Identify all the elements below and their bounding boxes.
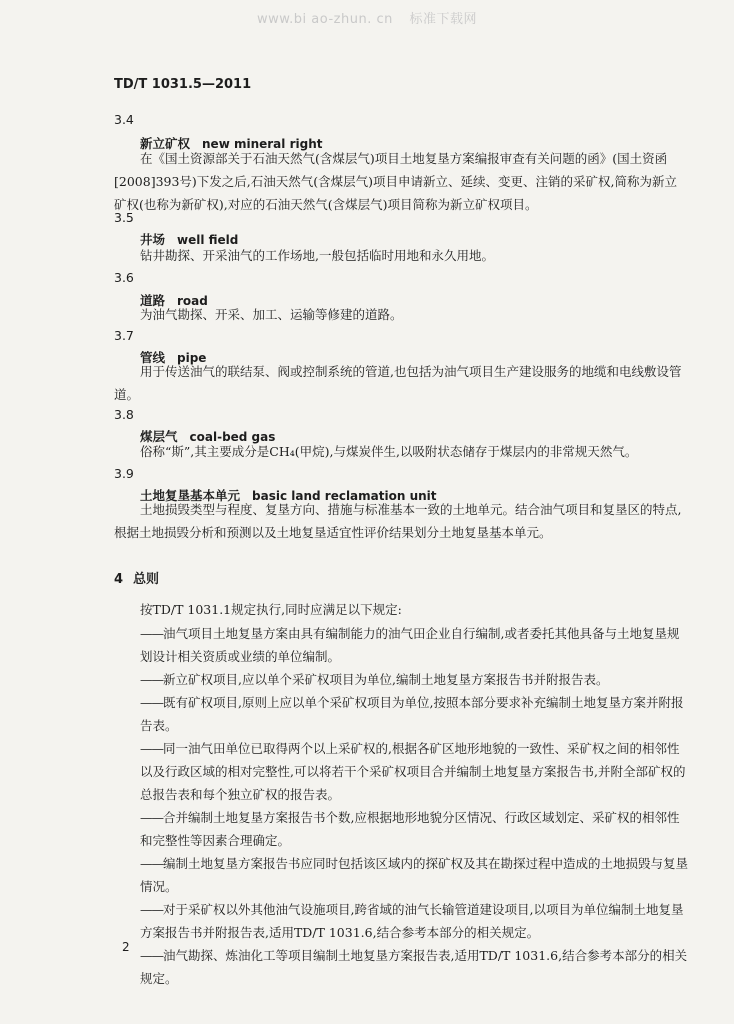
rule-list xyxy=(140,622,690,990)
section-heading xyxy=(114,568,159,587)
term-zh: 土地复垦基本单元 xyxy=(140,488,241,503)
term-number: 3.7 xyxy=(114,328,134,343)
term-en: well field xyxy=(177,233,239,247)
list-item-text: 同一油气田单位已取得两个以上采矿权的,根据各矿区地形地貌的一致性、采矿权之间的相邻性以及行政区域的相对完整性,可以将若干个采矿权项目合并编制土地复垦方案报告书,并附全部矿权的总报告表和每个独立矿权的报告表。 xyxy=(140,741,686,802)
term-definition: 土地损毁类型与程度、复垦方向、措施与标准基本一致的土地单元。结合油气项目和复垦区的特点,根据土地损毁分析和预测以及土地复垦适宜性评价结果划分土地复垦基本单元。 xyxy=(114,502,682,540)
term-definition: 用于传送油气的联结泵、阀或控制系统的管道,也包括为油气项目生产建设服务的地缆和电线敷设管道。 xyxy=(114,364,682,402)
term-en: coal-bed gas xyxy=(189,430,276,444)
list-item: ——既有矿权项目,原则上应以单个采矿权项目为单位,按照本部分要求补充编制土地复垦方案并附报告表。 xyxy=(140,695,684,733)
watermark-url: www.bi ao-zhun. cn xyxy=(256,12,393,27)
list-item-text: 编制土地复垦方案报告书应同时包括该区域内的探矿权及其在勘探过程中造成的土地损毁与复垦情况。 xyxy=(140,856,689,894)
term-definition: 为油气勘探、开采、加工、运输等修建的道路。 xyxy=(140,307,403,322)
term-definition: 钻井勘探、开采油气的工作场地,一般包括临时用地和永久用地。 xyxy=(140,248,494,263)
term-number: 3.4 xyxy=(114,112,134,127)
section-number: 4 xyxy=(114,572,124,587)
page-number: 2 xyxy=(122,940,130,954)
term-definition: 俗称“斯”,其主要成分是CH₄(甲烷),与煤炭伴生,以吸附状态储存于煤层内的非常规天然气。 xyxy=(140,444,638,459)
list-item-text: 油气项目土地复垦方案由具有编制能力的油气田企业自行编制,或者委托其他具备与土地复垦规划设计相关资质或业绩的单位编制。 xyxy=(140,626,680,664)
list-item: ——同一油气田单位已取得两个以上采矿权的,根据各矿区地形地貌的一致性、采矿权之间的相邻性以及行政区域的相对完整性,可以将若干个采矿权项目合并编制土地复垦方案报告书,并附全部矿权的总报告表和每个独立矿权的报告表。 xyxy=(140,741,686,802)
list-item-text: 对于采矿权以外其他油气设施项目,跨省域的油气长输管道建设项目,以项目为单位编制土地复垦方案报告书并附报告表,适用TD/T 1031.6,结合参考本部分的相关规定。 xyxy=(140,902,684,940)
term-number: 3.8 xyxy=(114,407,134,422)
term-zh: 新立矿权 xyxy=(140,136,191,151)
term-definition: 在《国土资源部关于石油天然气(含煤层气)项目土地复垦方案编报审查有关问题的函》(国土资函[2008]393号)下发之后,石油天然气(含煤层气)项目申请新立、延续、变更、注销的采矿权,简称为新立矿权(也称为新矿权),对应的石油天然气(含煤层气)项目简称为新立矿权项目。 xyxy=(114,151,678,212)
term-zh: 煤层气 xyxy=(140,429,178,444)
list-item-text: 油气勘探、炼油化工等项目编制土地复垦方案报告表,适用TD/T 1031.6,结合参考本部分的相关规定。 xyxy=(140,948,688,986)
list-item: ——合并编制土地复垦方案报告书个数,应根据地形地貌分区情况、行政区域划定、采矿权的相邻性和完整性等因素合理确定。 xyxy=(140,810,680,848)
section-title: 总则 xyxy=(133,572,160,587)
term-zh: 道路 xyxy=(140,293,166,308)
list-item: ——编制土地复垦方案报告书应同时包括该区域内的探矿权及其在勘探过程中造成的土地损毁与复垦情况。 xyxy=(140,856,689,894)
list-item: ——油气勘探、炼油化工等项目编制土地复垦方案报告表,适用TD/T 1031.6,结合参考本部分的相关规定。 xyxy=(140,948,688,986)
term-zh: 管线 xyxy=(140,350,166,365)
list-item-text: 既有矿权项目,原则上应以单个采矿权项目为单位,按照本部分要求补充编制土地复垦方案并附报告表。 xyxy=(140,695,684,733)
list-item: ——新立矿权项目,应以单个采矿权项目为单位,编制土地复垦方案报告书并附报告表。 xyxy=(140,672,609,687)
list-item-text: 合并编制土地复垦方案报告书个数,应根据地形地貌分区情况、行政区域划定、采矿权的相邻性和完整性等因素合理确定。 xyxy=(140,810,680,848)
watermark xyxy=(0,8,734,27)
list-item: ——对于采矿权以外其他油气设施项目,跨省域的油气长输管道建设项目,以项目为单位编制土地复垦方案报告书并附报告表,适用TD/T 1031.6,结合参考本部分的相关规定。 xyxy=(140,902,684,940)
term-zh: 井场 xyxy=(140,232,166,247)
standard-id: TD/T 1031.5—2011 xyxy=(114,77,252,92)
term-number: 3.9 xyxy=(114,466,134,481)
term-number: 3.6 xyxy=(114,270,134,285)
term-en: pipe xyxy=(177,351,207,365)
list-item-text: 新立矿权项目,应以单个采矿权项目为单位,编制土地复垦方案报告书并附报告表。 xyxy=(163,672,609,687)
section-intro: 按TD/T 1031.1规定执行,同时应满足以下规定: xyxy=(140,602,402,617)
list-item: ——油气项目土地复垦方案由具有编制能力的油气田企业自行编制,或者委托其他具备与土地复垦规划设计相关资质或业绩的单位编制。 xyxy=(140,626,680,664)
term-en: new mineral right xyxy=(202,137,323,151)
term-en: road xyxy=(177,294,208,308)
term-en: basic land reclamation unit xyxy=(252,489,437,503)
watermark-text: 标准下载网 xyxy=(409,12,478,27)
term-number: 3.5 xyxy=(114,210,134,225)
